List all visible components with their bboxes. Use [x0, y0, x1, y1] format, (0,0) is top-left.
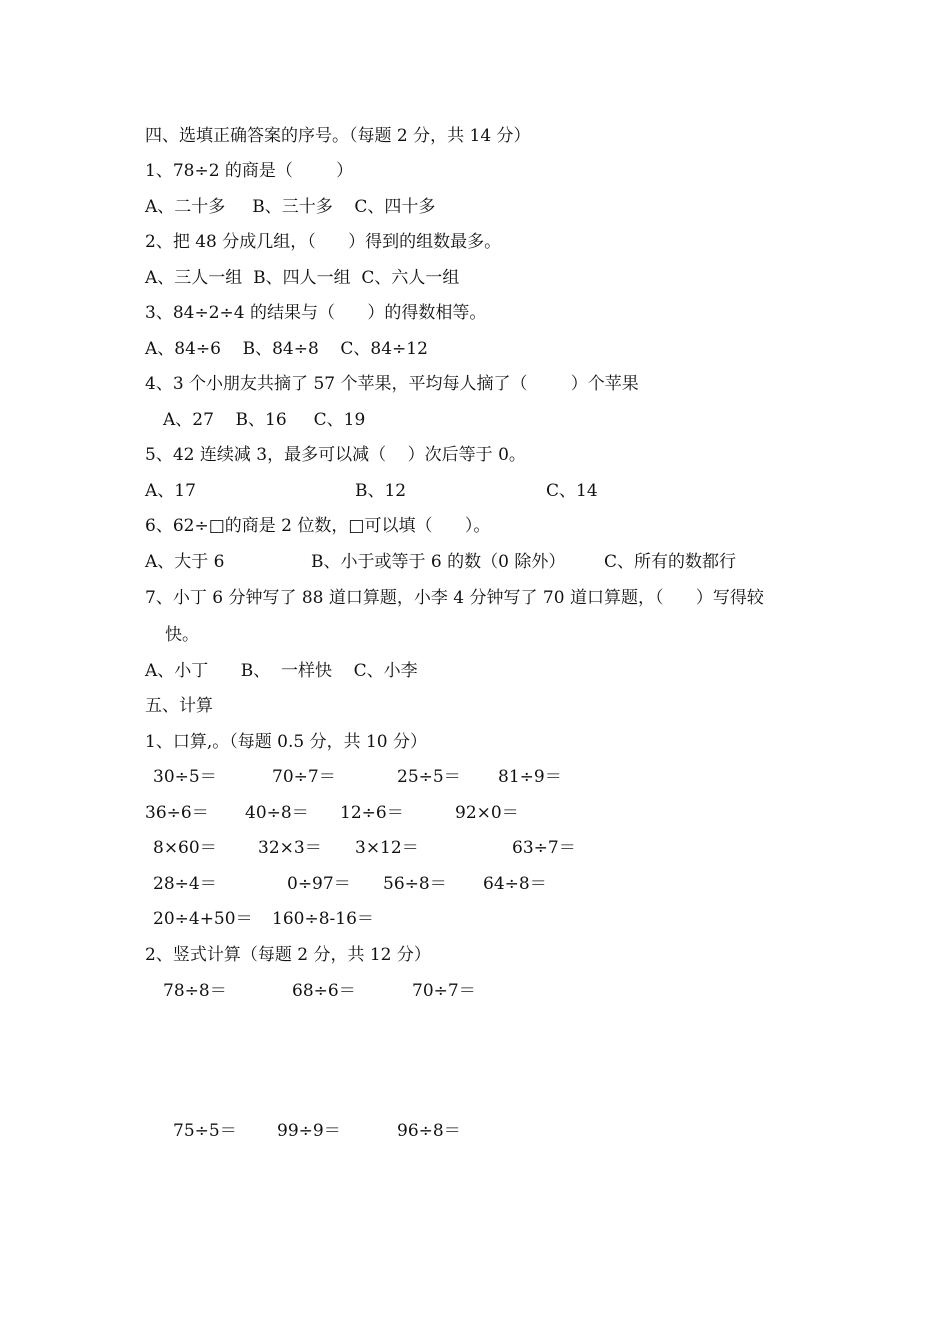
- vertical-item: 70÷7＝: [412, 981, 476, 1001]
- oral-item: 40÷8＝: [245, 803, 309, 823]
- vertical-item: 75÷5＝: [173, 1121, 237, 1141]
- oral-item: 8×60＝: [153, 838, 217, 858]
- question-2-options: A、三人一组 B、四人一组 C、六人一组: [145, 268, 460, 288]
- question-7-line-2: 快。: [165, 625, 199, 645]
- oral-item: 160÷8-16＝: [272, 909, 374, 929]
- question-7-options: A、小丁 B、 一样快 C、小李: [145, 661, 418, 681]
- section5-heading: 五、计算: [145, 696, 213, 716]
- vertical-item: 68÷6＝: [292, 981, 356, 1001]
- oral-item: 36÷6＝: [145, 803, 209, 823]
- oral-item: 70÷7＝: [272, 767, 336, 787]
- vertical-item: 99÷9＝: [277, 1121, 341, 1141]
- oral-calc-heading: 1、口算,。（每题 0.5 分，共 10 分）: [145, 732, 428, 752]
- oral-item: 25÷5＝: [397, 767, 461, 787]
- vertical-item: 78÷8＝: [163, 981, 227, 1001]
- oral-item: 32×3＝: [258, 838, 322, 858]
- oral-item: 12÷6＝: [340, 803, 404, 823]
- question-3-options: A、84÷6 B、84÷8 C、84÷12: [145, 339, 428, 359]
- question-1: 1、78÷2 的商是（ ）: [145, 161, 354, 181]
- question-3: 3、84÷2÷4 的结果与（ ）的得数相等。: [145, 303, 487, 323]
- question-6-option-b: B、小于或等于 6 的数（0 除外）: [311, 552, 566, 572]
- oral-item: 92×0＝: [455, 803, 519, 823]
- question-6-option-a: A、大于 6: [145, 552, 225, 572]
- oral-item: 20÷4+50＝: [153, 909, 253, 929]
- question-5-option-a: A、17: [145, 481, 196, 501]
- question-5-option-b: B、12: [355, 481, 407, 501]
- oral-item: 30÷5＝: [153, 767, 217, 787]
- question-6: 6、62÷□的商是 2 位数，□可以填（ ）。: [145, 516, 491, 536]
- oral-item: 81÷9＝: [498, 767, 562, 787]
- vertical-calc-heading: 2、竖式计算（每题 2 分，共 12 分）: [145, 945, 431, 965]
- oral-item: 63÷7＝: [512, 838, 576, 858]
- vertical-item: 96÷8＝: [397, 1121, 461, 1141]
- question-7-line-1: 7、小丁 6 分钟写了 88 道口算题，小李 4 分钟写了 70 道口算题，（ ）写得较: [145, 588, 764, 608]
- question-4-options: A、27 B、16 C、19: [163, 410, 366, 430]
- oral-item: 56÷8＝: [383, 874, 447, 894]
- oral-item: 64÷8＝: [483, 874, 547, 894]
- question-6-option-c: C、所有的数都行: [604, 552, 737, 572]
- question-1-options: A、二十多 B、三十多 C、四十多: [145, 197, 436, 217]
- question-5: 5、42 连续减 3，最多可以减（ ）次后等于 0。: [145, 445, 526, 465]
- question-4: 4、3 个小朋友共摘了 57 个苹果，平均每人摘了（ ）个苹果: [145, 374, 639, 394]
- question-5-option-c: C、14: [546, 481, 598, 501]
- oral-item: 0÷97＝: [287, 874, 351, 894]
- question-2: 2、把 48 分成几组，（ ）得到的组数最多。: [145, 232, 502, 252]
- oral-item: 3×12＝: [355, 838, 419, 858]
- section4-heading: 四、选填正确答案的序号。（每题 2 分，共 14 分）: [145, 126, 531, 146]
- oral-item: 28÷4＝: [153, 874, 217, 894]
